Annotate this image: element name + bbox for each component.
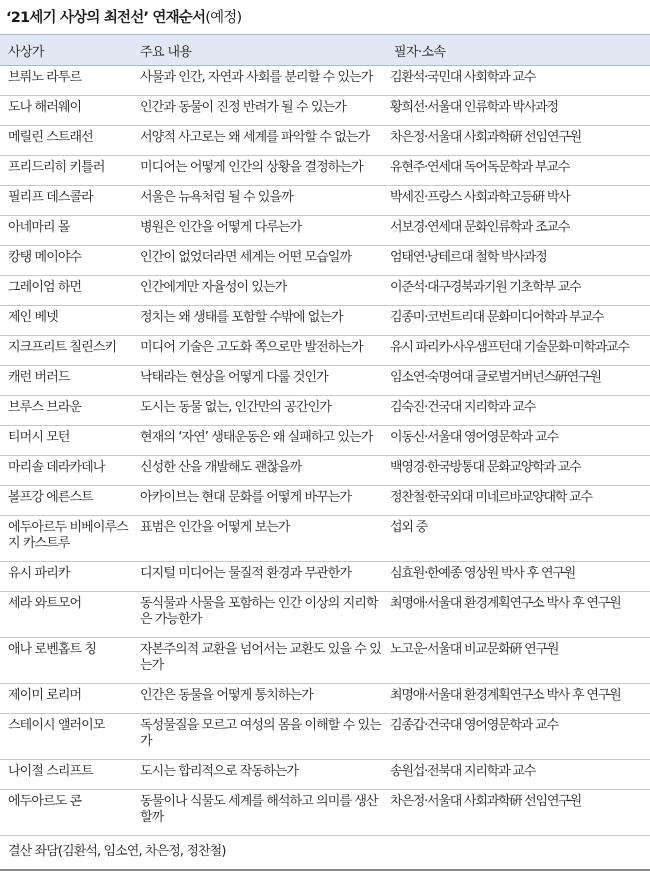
cell-theme: 자본주의적 교환을 넘어서는 교환도 있을 수 있는가 [132,638,386,684]
cell-theme: 인간은 동물을 어떻게 통치하는가 [132,684,386,714]
table-row [0,456,650,486]
cell-author: 최명애·서울대 환경계획연구소 박사 후 연구원 [386,592,650,638]
cell-theme: 독성물질을 모르고 여성의 몸을 이해할 수 있는가 [132,714,386,760]
table-row [0,396,650,426]
table-row [0,96,650,126]
table-header-row [0,35,650,66]
figure-title [6,6,241,28]
table-row [0,336,650,366]
cell-theme: 표범은 인간을 어떻게 보는가 [132,516,386,562]
cell-theme: 사물과 인간, 자연과 사회를 분리할 수 있는가 [132,66,386,96]
cell-thinker: 티머시 모턴 [0,426,132,456]
table-row [0,684,650,714]
cell-thinker: 볼프강 에른스트 [0,486,132,516]
cell-thinker: 메릴린 스트래선 [0,126,132,156]
cell-thinker: 나이절 스리프트 [0,760,132,790]
table-row [0,306,650,336]
cell-author: 유현주·연세대 독어독문학과 부교수 [386,156,650,186]
table-row [0,638,650,684]
cell-theme: 동식물과 사물을 포함하는 인간 이상의 지리학은 가능한가 [132,592,386,638]
cell-author: 김환석·국민대 사회학과 교수 [386,66,650,96]
table-row [0,486,650,516]
cell-theme: 병원은 인간을 어떻게 다루는가 [132,216,386,246]
table-row [0,156,650,186]
table-row [0,714,650,760]
cell-author: 박세진·프랑스 사회과학고등硏 박사 [386,186,650,216]
cell-author: 심효원·한예종 영상원 박사 후 연구원 [386,562,650,592]
table-row [0,366,650,396]
table-footer-row [0,836,650,871]
closing-roundtable-note: 결산 좌담(김환석, 임소연, 차은정, 정찬철) [0,836,650,871]
cell-author: 정찬철·한국외대 미네르바교양대학 교수 [386,486,650,516]
cell-thinker: 브루스 브라운 [0,396,132,426]
table-row [0,592,650,638]
column-header-thinker: 사상가 [0,35,132,66]
cell-thinker: 애나 로벤홉트 칭 [0,638,132,684]
series-schedule-table [0,34,650,871]
cell-thinker: 브뤼노 라투르 [0,66,132,96]
cell-thinker: 지크프리트 칠린스키 [0,336,132,366]
cell-theme: 도시는 합리적으로 작동하는가 [132,760,386,790]
table-row [0,66,650,96]
cell-thinker: 아네마리 몰 [0,216,132,246]
cell-theme: 미디어 기술은 고도화 쪽으로만 발전하는가 [132,336,386,366]
cell-theme: 정치는 왜 생태를 포함할 수밖에 없는가 [132,306,386,336]
cell-thinker: 마리솔 데라카데나 [0,456,132,486]
cell-author: 노고운·서울대 비교문화硏 연구원 [386,638,650,684]
cell-thinker: 캉탱 메이야수 [0,246,132,276]
cell-thinker: 에두아르도 콘 [0,790,132,836]
table-row [0,426,650,456]
cell-theme: 동물이나 식물도 세계를 해석하고 의미를 생산할까 [132,790,386,836]
cell-thinker: 제인 베넷 [0,306,132,336]
figure-title-main: ‘21세기 사상의 최전선’ 연재순서 [6,10,206,26]
cell-theme: 현재의 ‘자연’ 생태운동은 왜 실패하고 있는가 [132,426,386,456]
cell-thinker: 스테이시 앨러이모 [0,714,132,760]
cell-theme: 인간에게만 자율성이 있는가 [132,276,386,306]
cell-theme: 서양적 사고로는 왜 세계를 파악할 수 없는가 [132,126,386,156]
table-row [0,126,650,156]
table-row [0,790,650,836]
cell-author: 김숙진·건국대 지리학과 교수 [386,396,650,426]
cell-author: 송원섭·전북대 지리학과 교수 [386,760,650,790]
cell-author: 이동신·서울대 영어영문학과 교수 [386,426,650,456]
cell-thinker: 세라 와트모어 [0,592,132,638]
table-row [0,516,650,562]
cell-author: 이준석·대구경북과기원 기초학부 교수 [386,276,650,306]
cell-theme: 인간이 없었더라면 세계는 어떤 모습일까 [132,246,386,276]
cell-author: 최명애·서울대 환경계획연구소 박사 후 연구원 [386,684,650,714]
cell-author: 서보경·연세대 문화인류학과 조교수 [386,216,650,246]
cell-thinker: 필리프 데스콜라 [0,186,132,216]
cell-theme: 도시는 동물 없는, 인간만의 공간인가 [132,396,386,426]
table-row [0,760,650,790]
cell-author: 백영경·한국방통대 문화교양학과 교수 [386,456,650,486]
cell-thinker: 도나 해러웨이 [0,96,132,126]
figure-title-suffix: (예정) [205,10,242,26]
cell-theme: 낙태라는 현상을 어떻게 다룰 것인가 [132,366,386,396]
cell-thinker: 제이미 로리머 [0,684,132,714]
column-header-author: 필자·소속 [386,35,650,66]
cell-author: 차은정·서울대 사회과학硏 선임연구원 [386,790,650,836]
table-row [0,186,650,216]
cell-author: 김종갑·건국대 영어영문학과 교수 [386,714,650,760]
cell-author: 유시 파리카·사우샘프턴대 기술문화·미학과교수 [386,336,650,366]
cell-author: 엄태연·낭테르대 철학 박사과정 [386,246,650,276]
cell-theme: 디지털 미디어는 물질적 환경과 무관한가 [132,562,386,592]
cell-theme: 아카이브는 현대 문화를 어떻게 바꾸는가 [132,486,386,516]
cell-theme: 인간과 동물이 진정 반려가 될 수 있는가 [132,96,386,126]
table-row [0,216,650,246]
cell-author: 차은정·서울대 사회과학硏 선임연구원 [386,126,650,156]
cell-author: 섭외 중 [386,516,650,562]
cell-author: 황희선·서울대 인류학과 박사과정 [386,96,650,126]
cell-theme: 신성한 산을 개발해도 괜찮을까 [132,456,386,486]
cell-author: 임소연·숙명여대 글로벌거버넌스硏연구원 [386,366,650,396]
cell-thinker: 유시 파리카 [0,562,132,592]
cell-thinker: 캐런 버러드 [0,366,132,396]
cell-thinker: 에두아르두 비베이루스 지 카스트루 [0,516,132,562]
column-header-theme: 주요 내용 [132,35,386,66]
cell-theme: 미디어는 어떻게 인간의 상황을 결정하는가 [132,156,386,186]
table-row [0,562,650,592]
table-row [0,276,650,306]
cell-theme: 서울은 뉴욕처럼 될 수 있을까 [132,186,386,216]
cell-author: 김종미·코번트리대 문화미디어학과 부교수 [386,306,650,336]
table-row [0,246,650,276]
table-body [0,66,650,871]
cell-thinker: 그레이엄 하먼 [0,276,132,306]
cell-thinker: 프리드리히 키틀러 [0,156,132,186]
